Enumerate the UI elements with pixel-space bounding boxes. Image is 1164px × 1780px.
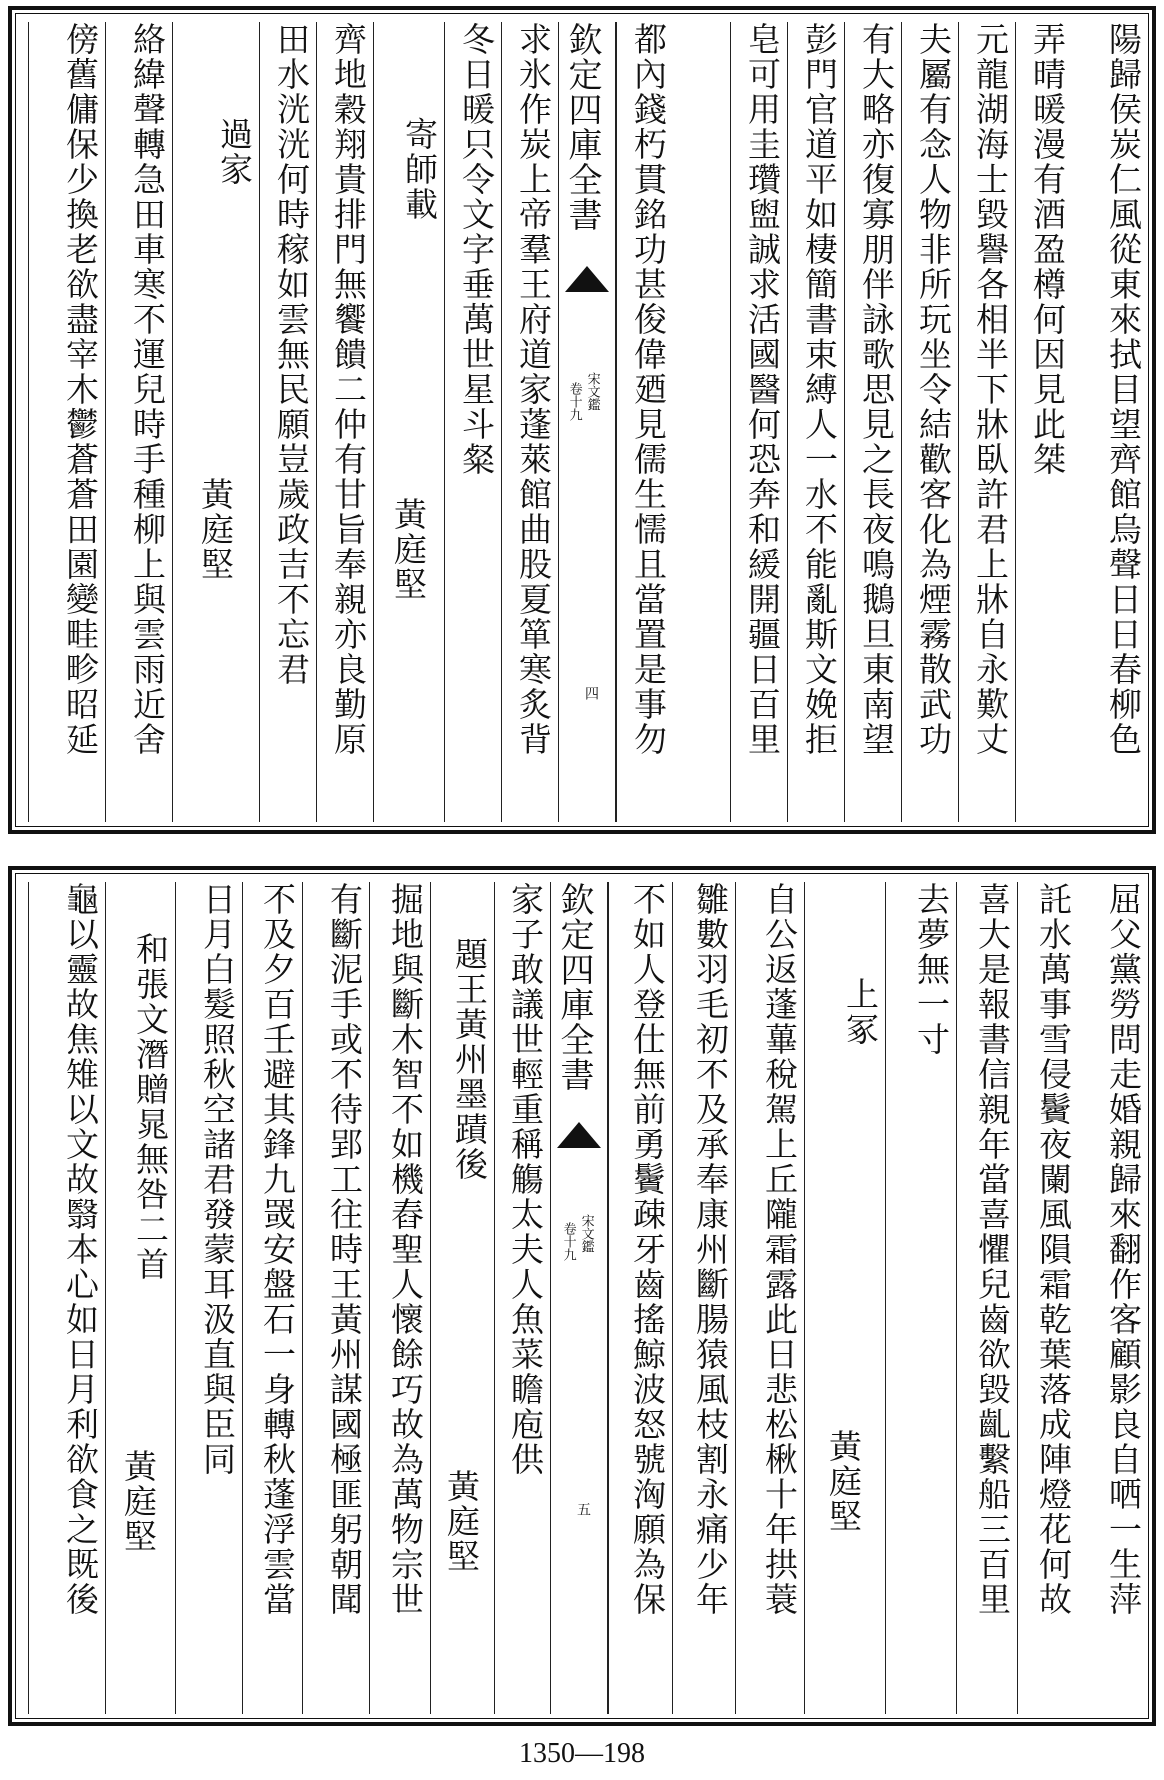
text-column: 屈父黨勞問走婚親歸來翻作客顧影良自哂一生萍 [1104,882,1143,1617]
text-column: 自公返蓬蓽稅駕上丘隴霜露此日悲松楸十年拱蓑 [735,882,804,1714]
volume-number: 卷十九 [566,382,582,421]
author-name: 黃庭堅 [389,497,428,602]
text-column: 求氷作炭上帝羣王府道家蓬萊館曲股夏箪寒炙背 [501,22,558,822]
text-column: 龜以靈故焦雉以文故翳本心如日月利欲食之既後 [28,882,105,1714]
text-column: 不如人登仕無前勇鬢疎牙齒搖鯨波怒號洶願為保 [608,882,672,1714]
fishtail-mark [565,266,609,292]
text-column: 皂可用圭瓚盥誠求活國醫何恐奔和緩開疆日百里 [730,22,787,822]
leaf-number: 五 [575,1502,591,1516]
author-name: 黃庭堅 [119,1449,158,1554]
book-title: 欽定四庫全書 [562,22,602,232]
text-column: 掘地與斷木智不如機舂聖人懷餘巧故為萬物宗世 [369,882,430,1714]
poem-title-column [373,22,444,822]
text-column: 有大略亦復寡朋伴詠歌思見之長夜鳴鵝旦東南望 [844,22,901,822]
text-column: 去夢無一寸 [885,882,956,1714]
text-column: 彭門官道平如棲簡書束縛人一水不能亂斯文娩拒 [787,22,844,822]
poem-title-column [430,882,494,1714]
poem-title: 題王黃州墨蹟後 [450,937,489,1182]
poem-title: 上冢 [841,977,880,1047]
page-footer-number: 1350—198 [519,1738,645,1769]
leaf-number: 四 [583,686,599,700]
text-column: 冬日暖只令文字垂萬世星斗粲 [444,22,501,822]
text-column: 元龍湖海士毀譽各相半下牀臥許君上牀自永歎丈 [958,22,1015,822]
text-column: 陽歸侯炭仁風從東來拭目望齊館烏聲日日春柳色 [1104,22,1143,757]
text-column: 託水萬事雪侵鬢夜闌風隕霜乾葉落成陣燈花何故 [1017,882,1078,1714]
page-top [8,6,1156,834]
text-column: 喜大是報書信親年當喜懼兒齒欲毀齓繫船三百里 [956,882,1017,1714]
text-column: 夫屬有念人物非所玩坐令結歡客化為煙霧散武功 [901,22,958,822]
text-column: 雛數羽毛初不及承奉康州斷腸猿風枝割永痛少年 [672,882,735,1714]
center-fold [558,22,616,822]
page-bottom [8,866,1156,1726]
poem-title: 過家 [215,117,254,187]
fishtail-mark [557,1122,601,1148]
volume-number: 卷十九 [560,1222,576,1261]
book-title: 欽定四庫全書 [554,882,594,1092]
poem-title-column [105,882,175,1714]
text-column: 絡緯聲轉急田車寒不運兒時手種柳上與雲雨近舍 [105,22,172,822]
text-column: 弄晴暖漫有酒盈樽何因見此桀 [1015,22,1072,822]
text-column: 田水洸洸何時稼如雲無民願豈歲政吉不忘君 [259,22,316,822]
poem-title-column [172,22,259,822]
center-fold [550,882,608,1714]
author-name: 黃庭堅 [824,1429,863,1534]
author-name: 黃庭堅 [196,477,235,582]
author-name: 黃庭堅 [442,1469,481,1574]
text-column: 齊地穀翔貴排門無饗饋二仲有甘旨奉親亦良勤原 [316,22,373,822]
book-name: 宋文鑑 [584,372,600,411]
text-column: 家子敢議世輕重稱觴太夫人魚菜瞻庖供 [494,882,550,1714]
text-column: 都內錢朽貫銘功甚俊偉廼見儒生懦且當置是事勿 [616,22,673,822]
poem-title: 寄師載 [400,117,439,222]
poem-title: 和張文潛贈晁無咎二首 [131,932,170,1282]
text-column: 日月白髮照秋空諸君發蒙耳汲直與臣同 [175,882,242,1714]
poem-title-column [804,882,885,1714]
text-column: 有斷泥手或不待郢工往時王黃州謀國極匪躬朝聞 [302,882,369,1714]
book-name: 宋文鑑 [578,1214,594,1253]
text-column: 傍舊傭保少換老欲盡宰木鬱蒼蒼田園變畦畛昭延 [28,22,105,822]
text-column: 不及夕百壬避其鋒九罭安盤石一身轉秋蓬浮雲當 [242,882,302,1714]
